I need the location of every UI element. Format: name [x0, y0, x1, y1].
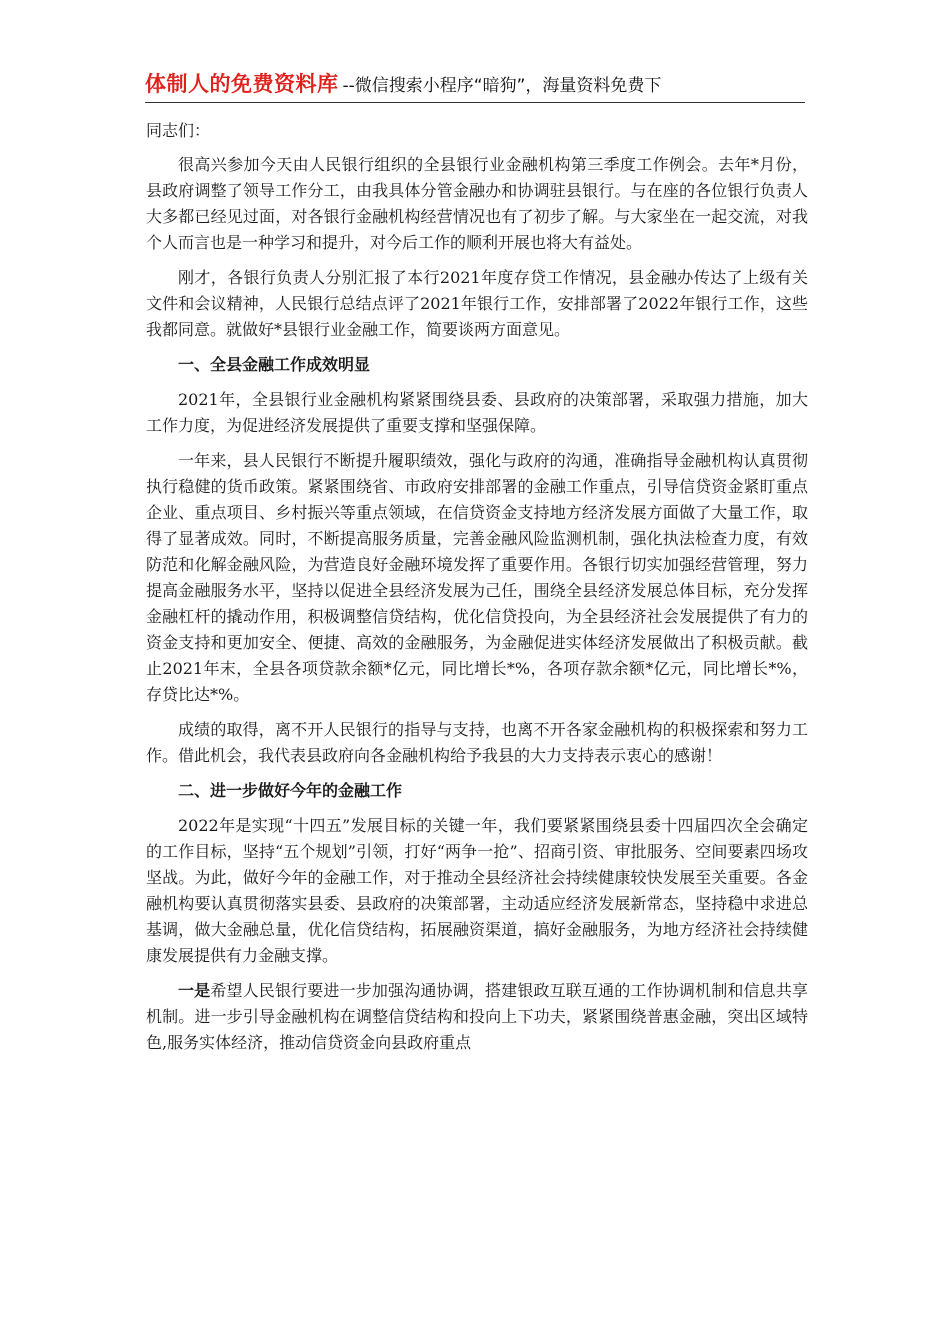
paragraph-7 — [146, 978, 808, 1056]
header-title: 体制人的免费资料库 — [145, 72, 339, 96]
paragraph-6: 2022年是实现“十四五”发展目标的关键一年，我们要紧紧围绕县委十四届四次全会确定的工作目标，坚持“五个规划”引领，打好“两争一抢”、招商引资、审批服务、空间要素四场攻坚战。为此，做好今年的金融工作，对于推动全县经济社会持续健康较快发展至关重要。各金融机构要认真贯彻落实县委、县政府的决策部署，主动适应经济发展新常态，坚持稳中求进总基调，做大金融总量，优化信贷结构，拓展融资渠道，搞好金融服务，为地方经济社会持续健康发展提供有力金融支撑。 — [146, 816, 808, 965]
paragraph-4: 一年来，县人民银行不断提升履职绩效，强化与政府的沟通，准确指导金融机构认真贯彻执行稳健的货币政策。紧紧围绕省、市政府安排部署的金融工作重点，引导信贷资金紧盯重点企业、重点项目、乡村振兴等重点领域，在信贷资金支持地方经济发展方面做了大量工作，取得了显著成效。同时，不断提高服务质量，完善金融风险监测机制，强化执法检查力度，有效防范和化解金融风险，为营造良好金融环境发挥了重要作用。各银行切实加强经营管理，努力提高金融服务水平，坚持以促进全县经济发展为己任，围绕全县经济发展总体目标，充分发挥金融杠杆的撬动作用，积极调整信贷结构，优化信贷投向，为全县经济社会发展提供了有力的资金支持和更加安全、便捷、高效的金融服务，为金融促进实体经济发展做出了积极贡献。截止2021年末，全县各项贷款余额*亿元，同比增长*%，各项存款余额*亿元，同比增长*%，存贷比达*%。 — [146, 451, 808, 704]
paragraph-7-lead: 一是 — [178, 981, 211, 1000]
paragraph-7-body: 希望人民银行要进一步加强沟通协调，搭建银政互联互通的工作协调机制和信息共享机制。进一步引导金融机构在调整信贷结构和投向上下功夫，紧紧围绕普惠金融，突出区域特色,服务实体经济，推动信贷资金向县政府重点 — [146, 981, 808, 1052]
paragraph-5: 成绩的取得，离不开人民银行的指导与支持，也离不开各家金融机构的积极探索和努力工作。借此机会，我代表县政府向各金融机构给予我县的大力支持表示衷心的感谢！ — [146, 720, 808, 765]
section-heading-2: 二、进一步做好今年的金融工作 — [178, 781, 403, 800]
header-subtitle: --微信搜索小程序“暗狗”，海量资料免费下 — [342, 76, 662, 96]
paragraph-1: 很高兴参加今天由人民银行组织的全县银行业金融机构第三季度工作例会。去年*月份，县政府调整了领导工作分工，由我具体分管金融办和协调驻县银行。与在座的各位银行负责人大多都已经见过面，对各银行金融机构经营情况也有了初步了解。与大家坐在一起交流，对我个人而言也是一种学习和提升，对今后工作的顺利开展也将大有益处。 — [146, 155, 808, 252]
section-heading-1: 一、全县金融工作成效明显 — [178, 355, 371, 374]
page-header — [145, 68, 805, 103]
document-body — [146, 118, 808, 1065]
salutation: 同志们： — [146, 121, 211, 140]
paragraph-3: 2021年，全县银行业金融机构紧紧围绕县委、县政府的决策部署，采取强力措施，加大工作力度，为促进经济发展提供了重要支撑和坚强保障。 — [146, 390, 808, 435]
paragraph-2: 刚才，各银行负责人分别汇报了本行2021年度存贷工作情况，县金融办传达了上级有关文件和会议精神，人民银行总结点评了2021年银行工作，安排部署了2022年银行工作，这些我都同意。就做好*县银行业金融工作，简要谈两方面意见。 — [146, 268, 808, 339]
